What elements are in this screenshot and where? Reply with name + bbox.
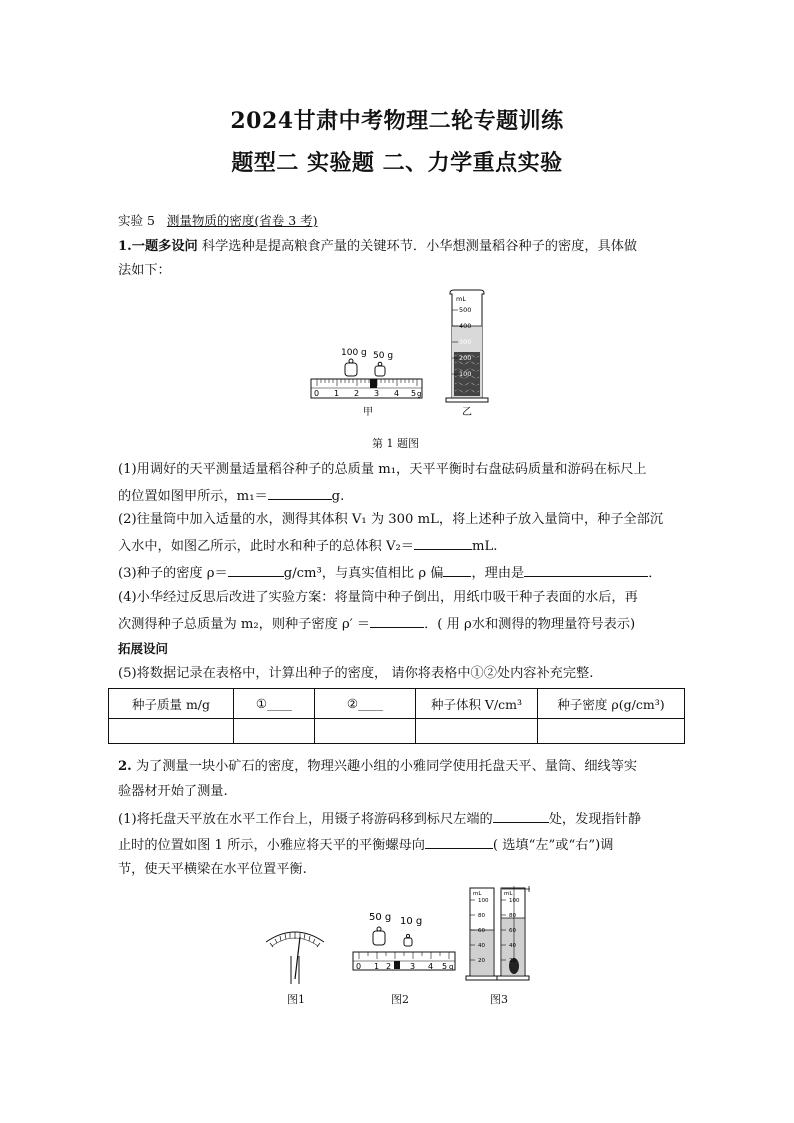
scale-tick-1: 1 — [334, 389, 340, 398]
scale-tick-0: 0 — [314, 389, 320, 398]
data-table — [108, 688, 685, 744]
extension-label: 拓展设问 — [118, 641, 169, 656]
table-cell[interactable] — [234, 719, 315, 744]
q1-part4-line2: 次测得种子总质量为 m₂，则种子密度 ρ′ ＝ ．( 用 ρ水和测得的物理量符号表示) — [118, 613, 688, 635]
q1-part5: (5)将数据记录在表格中，计算出种子的密度， 请你将表格中①②处内容补充完整. — [118, 666, 594, 681]
q1-part1-line1: (1)用调好的天平测量适量稻谷种子的总质量 m₁，天平平衡时右盘砝码质量和游码在标尺上 — [118, 462, 647, 477]
rider-icon — [370, 379, 377, 388]
cyl-tick-100: 100 — [509, 898, 520, 904]
mass-label-100: 100 g — [341, 348, 367, 358]
table-header-cell[interactable]: ②____ — [315, 689, 416, 719]
section-name: 测量物质的密度(省卷 3 考) — [166, 213, 318, 228]
weight-50g-icon — [373, 927, 385, 945]
q1-figure-caption: 第 1 题图 — [372, 437, 419, 450]
cyl-tick-60: 60 — [509, 928, 516, 934]
table-cell[interactable] — [416, 719, 538, 744]
cyl-tick-40: 40 — [509, 943, 516, 949]
cyl-tick-500: 500 — [459, 306, 472, 314]
scale-tick-0: 0 — [356, 962, 362, 971]
answer-blank-m1[interactable] — [268, 485, 332, 500]
scale-tick-3: 3 — [374, 389, 380, 398]
table-header-cell[interactable]: ①____ — [234, 689, 315, 719]
q1-part1-line2: 的位置如图甲所示，m₁＝ g. — [118, 485, 688, 507]
q2-intro: 2. 为了测量一块小矿石的密度，物理兴趣小组的小雅同学使用托盘天平、量筒、细线等实 — [118, 759, 638, 774]
cyl-tick-100: 100 — [478, 898, 489, 904]
q2-intro-cont: 验器材开始了测量. — [118, 784, 228, 799]
cyl-tick-300: 300 — [459, 338, 472, 346]
q1-figure — [300, 288, 500, 420]
table-cell[interactable] — [538, 719, 685, 744]
mass-label-50: 50 g — [373, 351, 394, 361]
graduated-cylinder-icon — [446, 290, 488, 402]
section-heading — [118, 211, 688, 231]
answer-blank-bias[interactable] — [443, 562, 471, 577]
table-header-cell: 种子体积 V/cm³ — [416, 689, 538, 719]
fig1-caption: 图1 — [287, 993, 305, 1006]
q1-intro-cont: 法如下： — [118, 263, 171, 278]
weight-100g-icon — [345, 359, 357, 376]
table-header-row — [109, 689, 685, 719]
table-cell[interactable] — [315, 719, 416, 744]
balance-pointer-dial-icon — [266, 932, 324, 984]
scale-tick-1: 1 — [374, 962, 380, 971]
cyl-tick-40: 40 — [478, 943, 485, 949]
cyl-tick-20: 20 — [478, 958, 485, 964]
answer-blank-zero[interactable] — [493, 808, 549, 823]
cyl-tick-60: 60 — [478, 928, 485, 934]
scale-tick-4: 4 — [428, 962, 434, 971]
cyl-tick-80: 80 — [509, 913, 516, 919]
table-header-cell: 种子密度 ρ(g/cm³) — [538, 689, 685, 719]
document-title: 2024甘肃中考物理二轮专题训练 — [230, 108, 564, 134]
table-header-cell: 种子质量 m/g — [109, 689, 234, 719]
cyl-tick-20: 20 — [509, 958, 516, 964]
q2-part1-line3: 节，使天平横梁在水平位置平衡. — [118, 862, 307, 877]
balance-scale-ruler — [311, 379, 422, 398]
fig-label-yi: 乙 — [462, 407, 472, 418]
table-cell[interactable] — [109, 719, 234, 744]
answer-blank-v2[interactable] — [414, 535, 472, 550]
cyl-tick-200: 200 — [459, 354, 472, 362]
weight-10g-icon — [404, 934, 412, 946]
q1-part2-line2: 入水中，如图乙所示，此时水和种子的总体积 V₂＝ mL. — [118, 535, 688, 557]
mass-label-50: 50 g — [369, 912, 392, 923]
q1-part2-line1: (2)往量筒中加入适量的水，测得其体积 V₁ 为 300 mL，将上述种子放入量筒中，种子全部沉 — [118, 512, 664, 527]
q2-part1-line2: 止时的位置如图 1 所示，小雅应将天平的平衡螺母向 ( 选填“左”或“右”)调 — [118, 834, 688, 856]
cyl-tick-100: 100 — [459, 370, 472, 378]
scale-tick-5: 5 — [442, 962, 448, 971]
q1-part4-line1: (4)小华经过反思后改进了实验方案：将量筒中种子倒出，用纸巾吸干种子表面的水后，再 — [118, 590, 638, 605]
scale-unit: g — [449, 963, 454, 971]
cyl-tick-80: 80 — [478, 913, 485, 919]
cyl-tick-400: 400 — [459, 322, 472, 330]
answer-blank-direction[interactable] — [425, 834, 493, 849]
section-label: 实验 5 — [118, 213, 155, 228]
q2-part1-line1: (1)将托盘天平放在水平工作台上，用镊子将游码移到标尺左端的 处，发现指针静 — [118, 808, 688, 830]
mass-label-10: 10 g — [400, 916, 423, 927]
q1-number: 1. — [118, 239, 132, 254]
scale-unit: g — [417, 390, 422, 398]
scale-tick-3: 3 — [410, 962, 416, 971]
fig-label-jia: 甲 — [363, 407, 373, 418]
scale-tick-2: 2 — [354, 389, 360, 398]
cylinder-unit: mL — [473, 891, 482, 897]
q1-intro: 1.一题多设问 科学选种是提高粮食产量的关键环节．小华想测量稻谷种子的密度，具体做 — [118, 239, 638, 254]
weight-50g-icon — [375, 362, 385, 376]
scale-tick-4: 4 — [394, 389, 400, 398]
rider-icon — [394, 961, 400, 969]
cylinder-unit: mL — [504, 891, 513, 897]
scale-tick-5: 5 — [411, 389, 417, 398]
fig3-caption: 图3 — [490, 993, 508, 1006]
fig2-caption: 图2 — [391, 993, 409, 1006]
q2-number: 2. — [118, 759, 132, 774]
scale-tick-2: 2 — [386, 962, 392, 971]
balance-scale-ruler — [353, 952, 455, 971]
answer-blank-density[interactable] — [228, 562, 284, 577]
answer-blank-density2[interactable] — [370, 613, 424, 628]
cylinder-unit: mL — [456, 295, 466, 303]
graduated-cylinder-icon — [466, 888, 498, 980]
q1-tag: 一题多设问 — [131, 239, 198, 254]
document-subtitle: 题型二 实验题 二、力学重点实验 — [231, 150, 563, 176]
q1-part3: (3)种子的密度 ρ＝ g/cm³，与真实值相比 ρ 偏 ，理由是 ． — [118, 562, 688, 584]
table-row — [109, 719, 685, 744]
graduated-cylinder-with-ore-icon — [497, 886, 529, 980]
answer-blank-reason[interactable] — [524, 562, 648, 577]
